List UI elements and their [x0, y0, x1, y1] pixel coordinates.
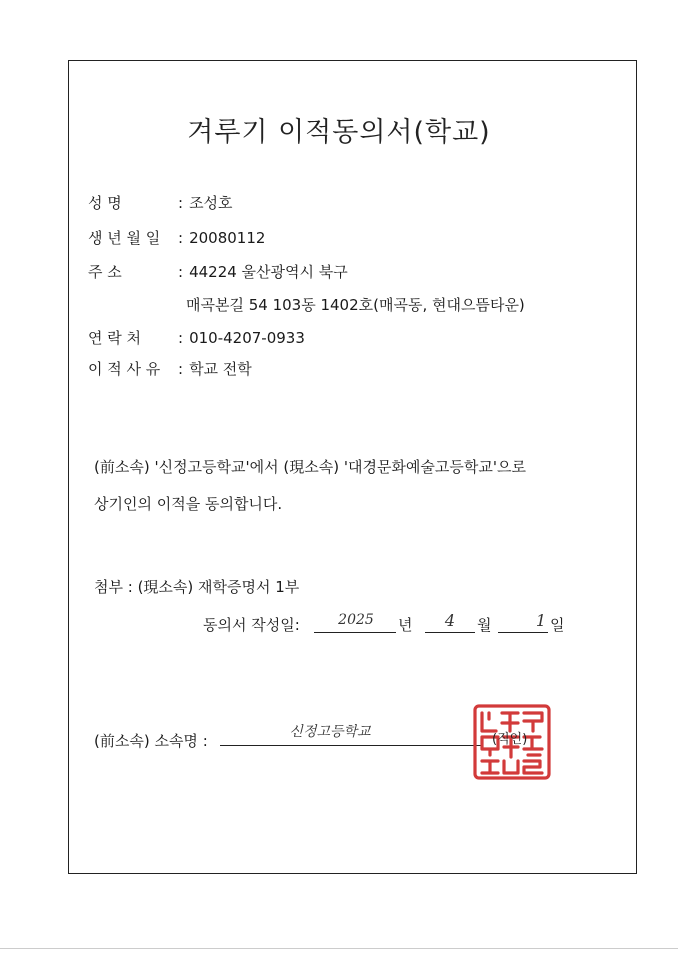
field-label: 성 명: [88, 194, 122, 212]
statement-line1: (前소속) '신정고등학교'에서 (現소속) '대경문화예술고등학교'으로: [94, 458, 526, 476]
affiliation-underline: [220, 745, 482, 746]
field-separator: :: [178, 360, 184, 378]
field-separator: :: [178, 329, 184, 347]
affiliation-name-handwritten: 신정고등학교: [289, 724, 371, 740]
field-label: 연 락 처: [88, 329, 142, 347]
field-value: 44224 울산광역시 북구: [189, 263, 348, 281]
field-label: 생 년 월 일: [88, 229, 161, 247]
date-day-unit: 일: [550, 616, 565, 634]
field-address-line2: [186, 294, 525, 315]
field-value: 조성호: [189, 194, 233, 212]
date-month-unit: 월: [477, 616, 492, 634]
affiliation-label: (前소속) 소속명 :: [94, 732, 208, 750]
seal-label: (직인): [492, 732, 528, 747]
document-title: 겨루기 이적동의서(학교): [187, 117, 491, 148]
field-value: 학교 전학: [189, 360, 252, 378]
attachment: 첨부 : (現소속) 재학증명서 1부: [94, 578, 300, 596]
field-separator: :: [178, 229, 184, 247]
field-separator: :: [178, 263, 184, 281]
date-year-handwritten: 2025: [338, 612, 374, 628]
date-year-underline: [314, 632, 396, 633]
date-year-unit: 년: [398, 616, 413, 634]
field-address: [88, 261, 348, 282]
field-contact: [88, 327, 305, 348]
field-value: 010-4207-0933: [189, 329, 305, 347]
field-label: 이 적 사 유: [88, 360, 161, 378]
page-edge: [0, 948, 678, 949]
field-birthdate: [88, 227, 265, 248]
field-value: 매곡본길 54 103동 1402호(매곡동, 현대으뜸타운): [186, 296, 525, 314]
date-month-underline: [425, 632, 475, 633]
field-name: [88, 192, 233, 213]
field-label: 주 소: [88, 263, 122, 281]
field-separator: :: [178, 194, 184, 212]
field-value: 20080112: [189, 229, 266, 247]
date-prefix: 동의서 작성일:: [203, 616, 300, 634]
statement-line2: 상기인의 이적을 동의합니다.: [94, 495, 283, 513]
field-reason: [88, 358, 252, 379]
date-day-underline: [498, 632, 548, 633]
date-day-handwritten: 1: [535, 611, 546, 630]
date-month-handwritten: 4: [444, 611, 456, 630]
